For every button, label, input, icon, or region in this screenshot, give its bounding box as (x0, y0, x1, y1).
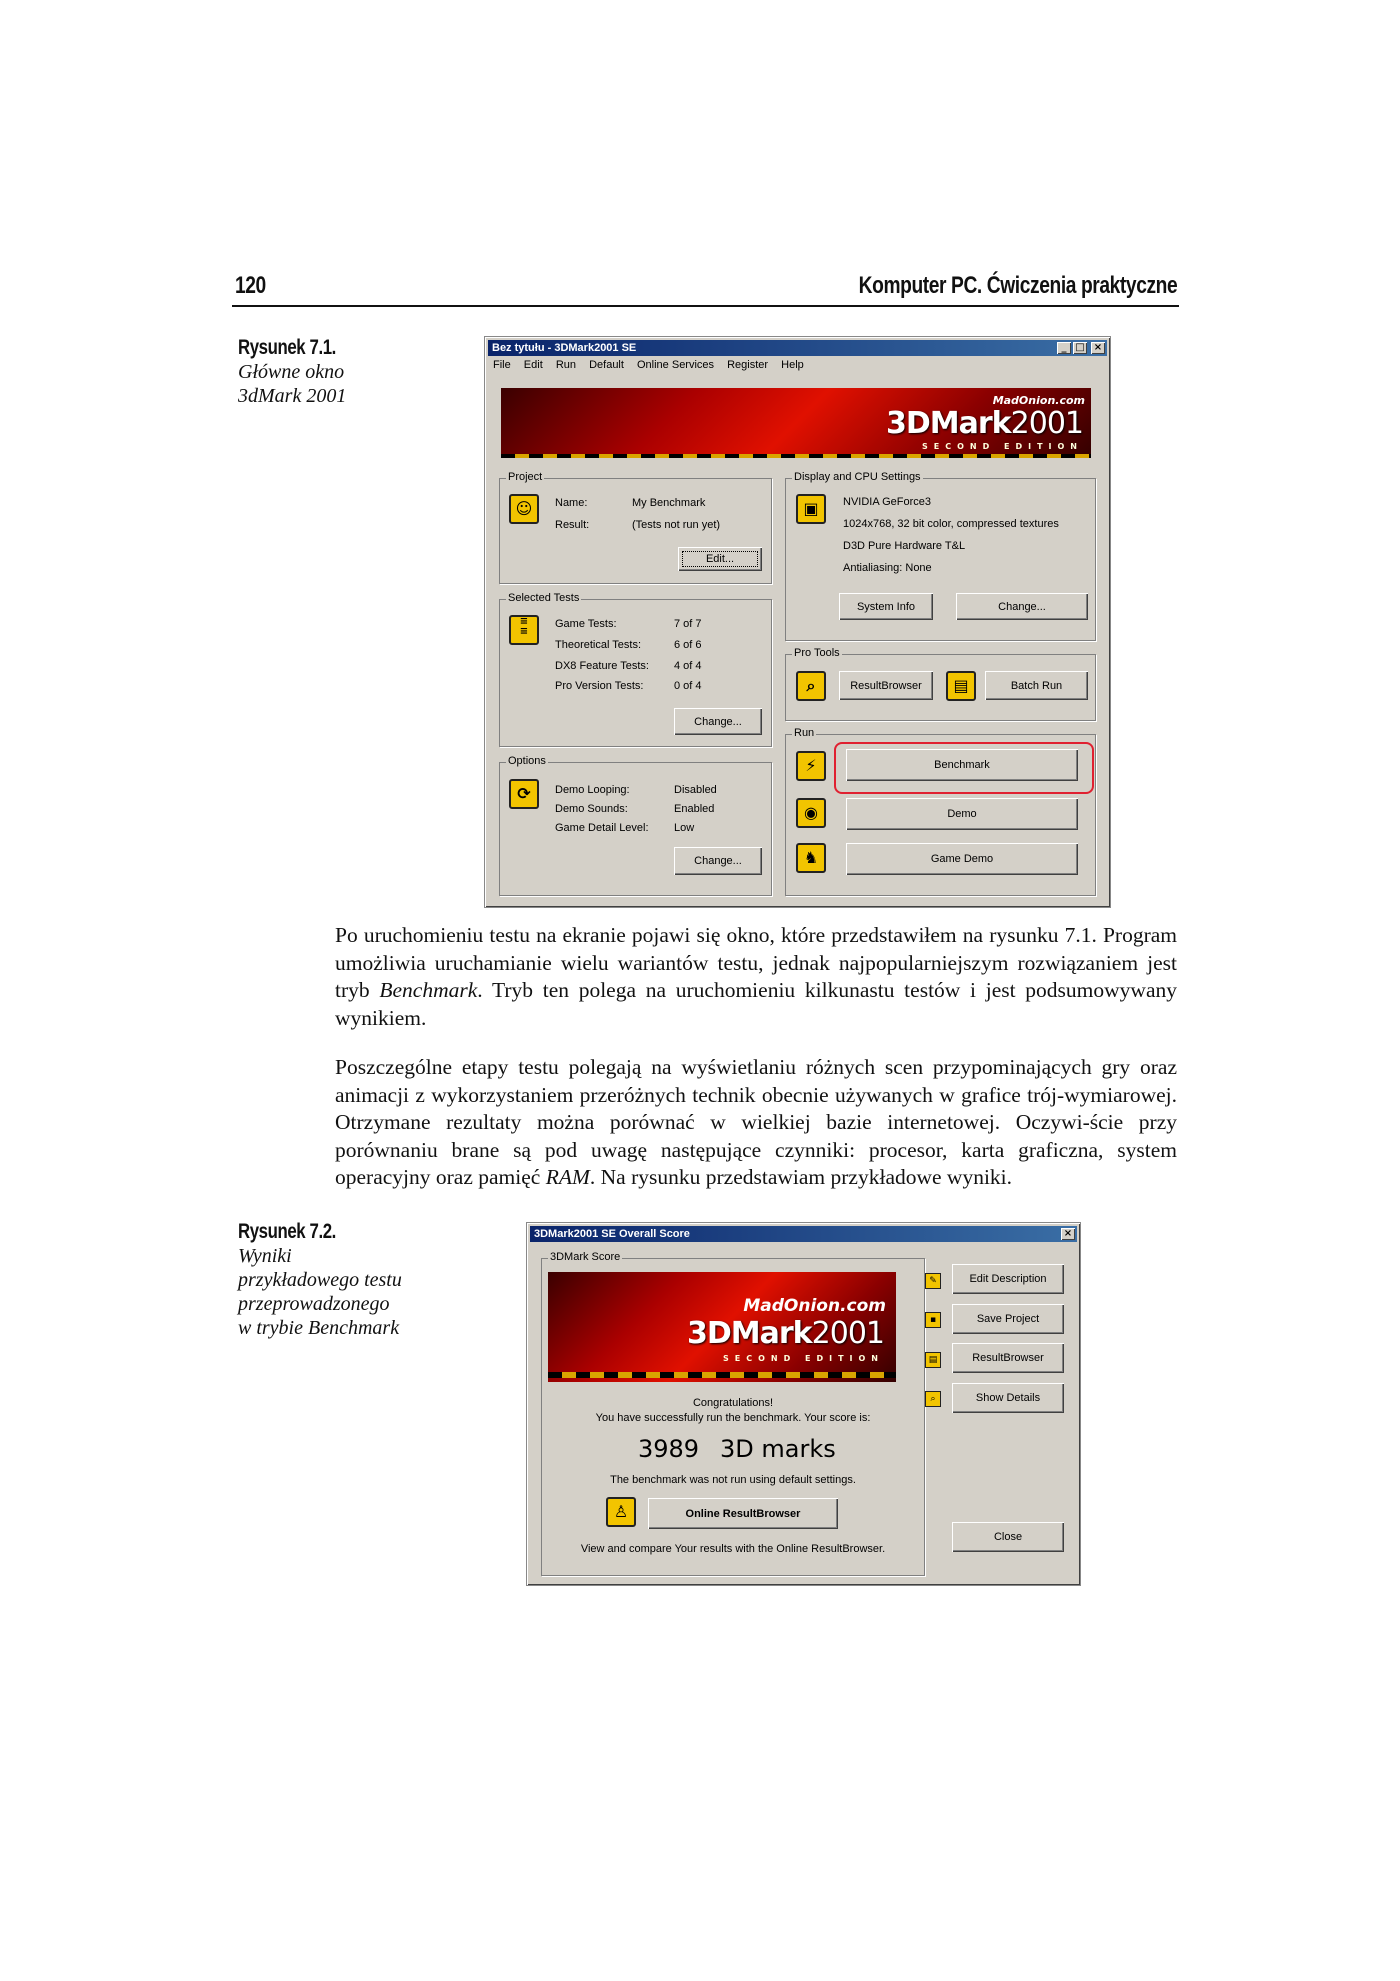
group-project (499, 471, 772, 584)
options-icon: ⟳ (509, 779, 539, 809)
header-rule (232, 305, 1179, 307)
window-title: Bez tytułu - 3DMark2001 SE (492, 342, 637, 354)
edit-project-button[interactable]: Edit... (678, 547, 762, 571)
maximize-icon[interactable]: □ (1073, 342, 1087, 354)
game-demo-icon: ♞ (796, 843, 826, 873)
run-benchmark-icon: ⚡ (796, 751, 826, 781)
game-demo-button[interactable]: Game Demo (846, 843, 1078, 875)
tests-list-icon: ≡ ≡ (509, 615, 539, 645)
score-value: 3989 (638, 1435, 700, 1463)
figure2-caption-line: Wyniki (238, 1245, 292, 1267)
menu-online-services[interactable]: Online Services (637, 359, 715, 371)
benchmark-button[interactable]: Benchmark (846, 749, 1078, 781)
tests-change-button[interactable]: Change... (674, 708, 762, 735)
banner-logo (687, 1316, 884, 1351)
figure2-caption-title: Rysunek 7.2. (238, 1220, 336, 1243)
tests-key: Game Tests: (555, 618, 617, 630)
demo-button[interactable]: Demo (846, 798, 1078, 830)
figure1-caption (238, 336, 360, 408)
banner-logo-num: 2001 (811, 1316, 884, 1351)
edit-description-button[interactable]: Edit Description (952, 1264, 1064, 1294)
menu-edit[interactable]: Edit (523, 359, 543, 371)
banner-subtitle: SECOND EDITION (921, 442, 1083, 451)
resultbrowser-button[interactable]: ResultBrowser (952, 1343, 1064, 1373)
result-label: Result: (555, 519, 590, 531)
system-info-button[interactable]: System Info (839, 593, 933, 620)
monitor-icon: ▣ (796, 494, 826, 524)
save-project-button[interactable]: Save Project (952, 1304, 1064, 1334)
page-number: 120 (235, 272, 266, 299)
options-key: Game Detail Level: (555, 822, 649, 834)
group-label: Options (508, 755, 546, 767)
banner-stripe (501, 454, 1091, 458)
group-label: Display and CPU Settings (794, 471, 921, 483)
options-value: Disabled (674, 784, 717, 796)
close-icon[interactable]: × (1091, 342, 1105, 354)
banner-brand: MadOnion.com (992, 394, 1085, 407)
magnifier-icon: ⌕ (796, 671, 826, 701)
congrats-text: Congratulations! (692, 1397, 774, 1409)
banner-stripe (548, 1372, 896, 1378)
menu-bar (493, 359, 814, 375)
banner-brand: MadOnion.com (743, 1296, 886, 1316)
menu-file[interactable]: File (493, 359, 511, 371)
menu-register[interactable]: Register (727, 359, 769, 371)
score-window (526, 1222, 1081, 1586)
banner-subtitle: SECOND EDITION (722, 1354, 884, 1363)
group-selected-tests (499, 592, 772, 747)
project-icon: ☺ (509, 494, 539, 524)
banner-logo-num: 2001 (1010, 406, 1083, 441)
tests-value: 4 of 4 (674, 660, 702, 672)
online-resultbrowser-button[interactable]: Online ResultBrowser (648, 1498, 838, 1529)
resultbrowser-icon: ▤ (925, 1352, 941, 1368)
close-icon[interactable]: × (1061, 1228, 1075, 1240)
window-title: 3DMark2001 SE Overall Score (534, 1228, 690, 1240)
tests-value: 7 of 7 (674, 618, 702, 630)
display-line: 1024x768, 32 bit color, compressed textures (843, 518, 1059, 530)
menu-default[interactable]: Default (589, 359, 624, 371)
menu-run[interactable]: Run (555, 359, 577, 371)
close-button[interactable]: Close (952, 1522, 1064, 1552)
minimize-icon[interactable]: _ (1057, 342, 1071, 354)
edit-icon: ✎ (925, 1273, 941, 1289)
figure2-caption-line: w trybie Benchmark (238, 1317, 400, 1339)
compare-text: View and compare Your results with the Online ResultBrowser. (580, 1543, 886, 1555)
name-label: Name: (555, 497, 588, 509)
result-value: (Tests not run yet) (632, 519, 721, 531)
options-change-button[interactable]: Change... (674, 847, 762, 875)
save-icon: ▪ (925, 1312, 941, 1328)
group-pro-tools (785, 647, 1096, 721)
show-details-button[interactable]: Show Details (952, 1383, 1064, 1413)
tests-value: 6 of 6 (674, 639, 702, 651)
eye-icon: ◉ (796, 798, 826, 828)
tests-key: Theoretical Tests: (555, 639, 642, 651)
group-label: 3DMark Score (550, 1251, 621, 1263)
group-label: Selected Tests (508, 592, 580, 604)
display-line: Antialiasing: None (843, 562, 932, 574)
window-titlebar (488, 340, 1107, 356)
group-3dmark-score (541, 1251, 925, 1576)
options-value: Low (674, 822, 695, 834)
default-note: The benchmark was not run using default settings. (610, 1474, 856, 1486)
paragraph-1: Po uruchomieniu testu na ekranie pojawi się okno, które przedstawiłem na rysunku 7.1. Program umożliwia uruchamianie wielu wariantów testu, jednak najpopularniejszym rozwiązaniem jest tryb Benchmark. Tryb ten polega na uruchomieniu kilkunastu testów i jest podsumowywany wynikiem. (335, 923, 1177, 1030)
book-title: Komputer PC. Ćwiczenia praktyczne (858, 272, 1177, 299)
display-change-button[interactable]: Change... (956, 593, 1088, 620)
group-run (785, 727, 1096, 896)
menu-help[interactable]: Help (781, 359, 804, 371)
score-banner (548, 1272, 896, 1382)
options-value: Enabled (674, 803, 715, 815)
tests-key: DX8 Feature Tests: (555, 660, 649, 672)
display-line: NVIDIA GeForce3 (843, 496, 932, 508)
name-value: My Benchmark (632, 497, 706, 509)
tests-key: Pro Version Tests: (555, 680, 644, 692)
main-window-3dmark (484, 336, 1111, 908)
details-icon: ⌕ (925, 1391, 941, 1407)
figure1-caption-line: Główne okno (238, 361, 345, 383)
window-titlebar (530, 1226, 1077, 1242)
batch-run-button[interactable]: Batch Run (985, 671, 1088, 700)
banner-logo-bold: 3DMark (687, 1316, 812, 1351)
tests-value: 0 of 4 (674, 680, 702, 692)
group-label: Run (794, 727, 815, 739)
group-options (499, 755, 772, 896)
figure2-caption-line: przeprowadzonego (238, 1293, 390, 1315)
online-icon: ♙ (606, 1497, 636, 1527)
result-browser-button[interactable]: ResultBrowser (839, 671, 933, 700)
display-line: D3D Pure Hardware T&L (843, 540, 966, 552)
banner-logo (886, 406, 1083, 441)
group-label: Pro Tools (794, 647, 840, 659)
group-label: Project (508, 471, 543, 483)
group-display-cpu (785, 471, 1096, 641)
figure1-caption-title: Rysunek 7.1. (238, 336, 336, 359)
figure2-caption-line: przykładowego testu (238, 1269, 402, 1291)
banner-3dmark (501, 388, 1091, 458)
score-unit: 3D marks (720, 1435, 836, 1463)
options-key: Demo Looping: (555, 784, 630, 796)
batch-icon: ▤ (946, 671, 976, 701)
success-text: You have successfully run the benchmark. Your score is: (595, 1412, 871, 1424)
banner-logo-bold: 3DMark (886, 406, 1011, 441)
options-key: Demo Sounds: (555, 803, 628, 815)
paragraph-2: Poszczególne etapy testu polegają na wyświetlaniu różnych scen przypominających gry oraz animacji z wykorzystaniem przeróżnych technik obecnie używanych w grafice trój-wymiarowej. Otrzymane rezultaty można porównać w wielkiej bazie internetowej. Oczywi-ście przy porównaniu brane są pod uwagę następujące czynniki: procesor, karta graficzna, system operacyjny oraz pamięć RAM. Na rysunku przedstawiam przykładowe wyniki. (335, 1055, 1177, 1189)
figure2-caption (238, 1220, 402, 1340)
figure1-caption-line: 3dMark 2001 (238, 385, 347, 407)
